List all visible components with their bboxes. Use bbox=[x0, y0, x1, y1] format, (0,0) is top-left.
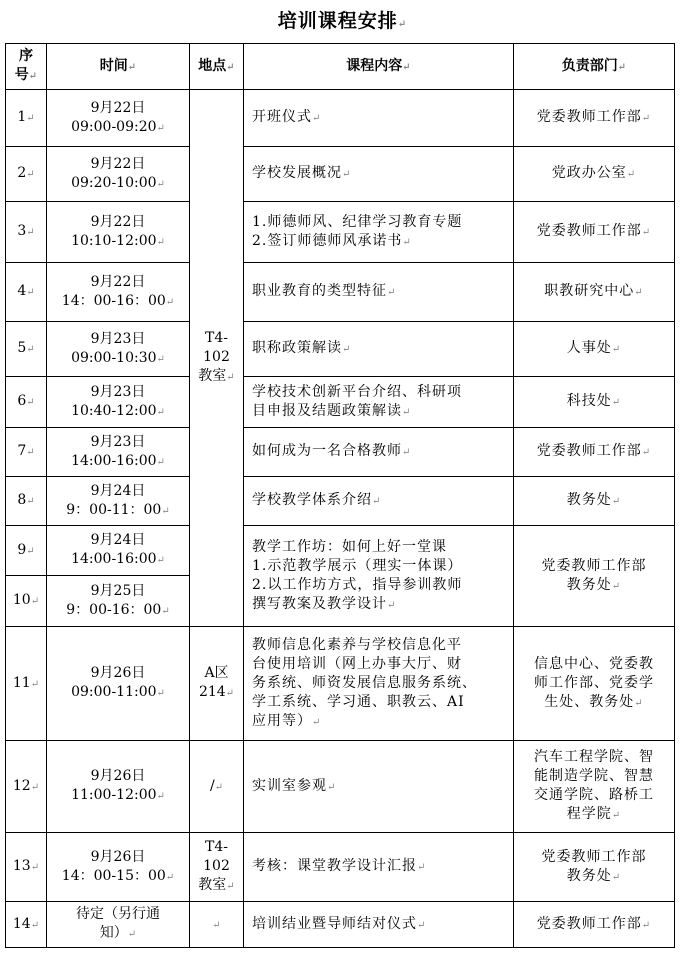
dept-cell bbox=[514, 202, 675, 263]
paragraph-mark-icon: ↵ bbox=[156, 791, 165, 802]
content-cell bbox=[244, 322, 514, 377]
place-cell bbox=[190, 90, 244, 627]
content-cell bbox=[244, 477, 514, 526]
paragraph-mark-icon: ↵ bbox=[402, 447, 412, 458]
paragraph-mark-icon: ↵ bbox=[26, 447, 35, 458]
paragraph-mark-icon: ↵ bbox=[417, 862, 427, 873]
header-seq-line: 序 bbox=[19, 48, 33, 64]
paragraph-mark-icon: ↵ bbox=[611, 810, 622, 821]
content-cell-line: 教学工作坊：如何上好一堂课 bbox=[252, 538, 447, 555]
time-cell-line: 9月24日 bbox=[90, 482, 146, 499]
header-time-line: 时间↵ bbox=[99, 57, 137, 74]
paragraph-mark-icon: ↵ bbox=[26, 344, 35, 355]
time-cell-line: 14：00-15：00↵ bbox=[61, 867, 175, 884]
table-row bbox=[6, 428, 675, 477]
table-row bbox=[6, 627, 675, 741]
dept-cell-line: 生处、教务处↵ bbox=[544, 693, 644, 710]
table-row bbox=[6, 90, 675, 147]
table-row bbox=[6, 477, 675, 526]
place-cell-line: 214↵ bbox=[198, 684, 235, 700]
table-row bbox=[6, 202, 675, 263]
paragraph-mark-icon: ↵ bbox=[30, 781, 40, 793]
paragraph-mark-icon: ↵ bbox=[156, 178, 165, 190]
time-cell-line: 09:00-10:30↵ bbox=[71, 349, 165, 366]
content-cell-line: 台使用培训（网上办事大厅、财 bbox=[252, 655, 462, 672]
seq-cell bbox=[6, 263, 47, 322]
paragraph-mark-icon: ↵ bbox=[26, 496, 35, 507]
table-row bbox=[6, 833, 675, 902]
content-cell bbox=[244, 902, 514, 948]
time-cell bbox=[47, 627, 190, 741]
content-cell-line: 务系统、师资发展信息服务系统、 bbox=[252, 674, 477, 691]
place-cell-line: T4- bbox=[205, 330, 228, 346]
dept-cell-line: 党政办公室↵ bbox=[551, 165, 637, 181]
seq-cell bbox=[6, 377, 47, 428]
seq-cell-line: 9↵ bbox=[17, 541, 35, 558]
paragraph-mark-icon: ↵ bbox=[387, 599, 397, 611]
content-cell bbox=[244, 428, 514, 477]
seq-cell bbox=[6, 477, 47, 526]
paragraph-mark-icon: ↵ bbox=[611, 344, 622, 355]
dept-cell bbox=[514, 428, 675, 477]
seq-cell-line: 2↵ bbox=[17, 165, 35, 181]
paragraph-mark-icon: ↵ bbox=[156, 353, 165, 365]
content-cell-line: 培训结业暨导师结对仪式↵ bbox=[252, 915, 427, 932]
content-cell-line: 学校教学体系介绍↵ bbox=[252, 492, 382, 508]
content-cell-line: 如何成为一名合格教师↵ bbox=[252, 443, 412, 459]
seq-cell-line: 5↵ bbox=[17, 340, 35, 356]
table-row bbox=[6, 902, 675, 948]
time-cell-line: 9月24日 bbox=[90, 532, 146, 548]
seq-cell-line: 3↵ bbox=[17, 223, 35, 239]
content-cell-line: 目申报及结题政策解读↵ bbox=[252, 402, 412, 419]
content-cell bbox=[244, 147, 514, 202]
seq-cell-line: 7↵ bbox=[17, 443, 35, 459]
paragraph-mark-icon: ↵ bbox=[226, 372, 235, 383]
place-cell-line: /↵ bbox=[209, 777, 224, 794]
dept-cell-line: 信息中心、党委教 bbox=[534, 655, 654, 672]
time-cell-line: 09:00-09:20↵ bbox=[71, 118, 165, 135]
paragraph-mark-icon: ↵ bbox=[26, 397, 35, 408]
time-cell bbox=[47, 147, 190, 202]
paragraph-mark-icon: ↵ bbox=[634, 287, 644, 298]
dept-cell-line: 党委教师工作部 bbox=[541, 557, 647, 574]
time-cell-line: 10:10-12:00↵ bbox=[71, 232, 165, 249]
seq-cell bbox=[6, 147, 47, 202]
dept-cell bbox=[514, 477, 675, 526]
dept-cell-line: 教务处↵ bbox=[566, 492, 622, 508]
header-time bbox=[47, 44, 190, 90]
content-cell-line: 学校发展概况↵ bbox=[252, 165, 352, 181]
paragraph-mark-icon: ↵ bbox=[156, 456, 165, 468]
paragraph-mark-icon: ↵ bbox=[226, 881, 235, 892]
paragraph-mark-icon: ↵ bbox=[626, 169, 637, 180]
dept-cell-line: 汽车工程学院、智 bbox=[534, 749, 654, 765]
table-row bbox=[6, 147, 675, 202]
paragraph-mark-icon: ↵ bbox=[342, 169, 352, 180]
time-cell-line: 9：00-11：00↵ bbox=[66, 501, 170, 518]
seq-cell-line: 13↵ bbox=[12, 858, 40, 874]
dept-cell-line: 师工作部、党委学 bbox=[534, 674, 654, 691]
content-cell-line: 职称政策解读↵ bbox=[252, 340, 352, 356]
paragraph-mark-icon: ↵ bbox=[611, 871, 622, 883]
paragraph-mark-icon: ↵ bbox=[26, 545, 35, 557]
time-cell-line: 09:20-10:00↵ bbox=[71, 174, 165, 191]
content-cell-line: 教师信息化素养与学校信息化平 bbox=[252, 636, 462, 653]
time-cell-line: 待定（另行通 bbox=[76, 906, 160, 922]
seq-cell-line: 10↵ bbox=[12, 592, 40, 608]
time-cell-line: 09:00-11:00↵ bbox=[71, 684, 165, 700]
dept-cell-line: 能制造学院、智慧 bbox=[534, 768, 654, 784]
time-cell-line: 9月23日 bbox=[90, 383, 146, 400]
paragraph-mark-icon: ↵ bbox=[165, 296, 175, 308]
content-cell-line: 学校技术创新平台介绍、科研项 bbox=[252, 383, 462, 400]
paragraph-mark-icon: ↵ bbox=[402, 61, 411, 73]
time-cell bbox=[47, 202, 190, 263]
content-cell-line: 1.示范教学展示（理实一体课） bbox=[252, 557, 463, 574]
time-cell-line: 9月23日 bbox=[90, 433, 146, 450]
dept-cell bbox=[514, 526, 675, 627]
dept-cell bbox=[514, 377, 675, 428]
paragraph-mark-icon: ↵ bbox=[641, 447, 652, 458]
paragraph-mark-icon: ↵ bbox=[402, 236, 412, 248]
seq-cell bbox=[6, 526, 47, 576]
paragraph-mark-icon: ↵ bbox=[156, 406, 165, 418]
paragraph-mark-icon: ↵ bbox=[30, 596, 40, 607]
paragraph-mark-icon: ↵ bbox=[372, 496, 382, 507]
time-cell-line: 9：00-16：00↵ bbox=[66, 601, 170, 618]
schedule-table bbox=[5, 43, 675, 948]
paragraph-mark-icon: ↵ bbox=[30, 919, 40, 931]
content-cell-line: 职业教育的类型特征↵ bbox=[252, 283, 397, 299]
place-cell-line: 教室↵ bbox=[198, 368, 235, 384]
paragraph-mark-icon: ↵ bbox=[156, 688, 165, 699]
place-cell-line: 102 bbox=[203, 349, 230, 365]
time-cell bbox=[47, 576, 190, 627]
time-cell bbox=[47, 377, 190, 428]
header-place bbox=[190, 44, 244, 90]
paragraph-mark-icon: ↵ bbox=[641, 113, 652, 124]
content-cell-line: 1.师德师风、纪律学习教育专题 bbox=[252, 213, 463, 230]
paragraph-mark-icon: ↵ bbox=[617, 61, 627, 73]
dept-cell bbox=[514, 90, 675, 147]
time-cell-line: 14:00-16:00↵ bbox=[71, 452, 165, 469]
time-cell-line: 9月22日 bbox=[90, 213, 146, 230]
paragraph-mark-icon: ↵ bbox=[327, 781, 337, 793]
paragraph-mark-icon: ↵ bbox=[161, 605, 170, 617]
table-row bbox=[6, 263, 675, 322]
dept-cell bbox=[514, 263, 675, 322]
content-cell bbox=[244, 90, 514, 147]
seq-cell-line: 4↵ bbox=[17, 283, 35, 299]
seq-cell bbox=[6, 741, 47, 833]
paragraph-mark-icon: ↵ bbox=[161, 505, 170, 517]
paragraph-mark-icon: ↵ bbox=[226, 61, 235, 73]
content-cell-line: 2.签订师德师风承诺书↵ bbox=[252, 232, 412, 249]
seq-cell-line: 14↵ bbox=[12, 915, 40, 932]
time-cell-line: 9月22日 bbox=[90, 273, 146, 290]
paragraph-mark-icon: ↵ bbox=[30, 678, 40, 690]
time-cell-line: 9月23日 bbox=[90, 330, 146, 347]
time-cell bbox=[47, 741, 190, 833]
time-cell bbox=[47, 322, 190, 377]
header-dept-line: 负责部门↵ bbox=[561, 57, 627, 74]
paragraph-mark-icon: ↵ bbox=[312, 113, 322, 124]
seq-cell bbox=[6, 202, 47, 263]
time-cell bbox=[47, 526, 190, 576]
time-cell-line: 9月22日 bbox=[90, 155, 146, 172]
seq-cell-line: 6↵ bbox=[17, 393, 35, 409]
seq-cell-line: 12↵ bbox=[12, 777, 40, 794]
paragraph-mark-icon: ↵ bbox=[26, 169, 35, 180]
content-cell bbox=[244, 526, 514, 627]
time-cell bbox=[47, 833, 190, 902]
paragraph-mark-icon: ↵ bbox=[611, 496, 622, 507]
dept-cell bbox=[514, 322, 675, 377]
header-row bbox=[6, 44, 675, 90]
place-cell bbox=[190, 902, 244, 948]
time-cell-line: 9月26日 bbox=[90, 665, 146, 681]
paragraph-mark-icon: ↵ bbox=[641, 227, 652, 238]
dept-cell-line: 党委教师工作部↵ bbox=[536, 915, 652, 932]
paragraph-mark-icon: ↵ bbox=[165, 871, 175, 883]
content-cell-line: 实训室参观↵ bbox=[252, 777, 337, 794]
paragraph-mark-icon: ↵ bbox=[611, 397, 622, 408]
content-cell-line: 开班仪式↵ bbox=[252, 109, 322, 125]
content-cell-line: 应用等）↵ bbox=[252, 712, 322, 729]
content-cell bbox=[244, 263, 514, 322]
paragraph-mark-icon: ↵ bbox=[127, 929, 137, 940]
table-row bbox=[6, 526, 675, 576]
time-cell-line: 11:00-12:00↵ bbox=[71, 787, 165, 803]
paragraph-mark-icon: ↵ bbox=[342, 344, 352, 355]
place-cell bbox=[190, 833, 244, 902]
seq-cell bbox=[6, 322, 47, 377]
time-cell-line: 14：00-16：00↵ bbox=[61, 292, 175, 309]
paragraph-mark-icon: ↵ bbox=[312, 716, 322, 728]
paragraph-mark-icon: ↵ bbox=[30, 862, 40, 873]
header-content bbox=[244, 44, 514, 90]
dept-cell-line: 教务处↵ bbox=[566, 867, 622, 884]
time-cell bbox=[47, 428, 190, 477]
content-cell-line: 2.以工作坊方式，指导参训教师 bbox=[252, 576, 463, 593]
place-cell-line: A区 bbox=[204, 665, 229, 681]
seq-cell bbox=[6, 576, 47, 627]
dept-cell bbox=[514, 833, 675, 902]
time-cell bbox=[47, 90, 190, 147]
header-seq bbox=[6, 44, 47, 90]
content-cell bbox=[244, 833, 514, 902]
content-cell-line: 学工系统、学习通、职教云、AI bbox=[252, 693, 465, 710]
time-cell bbox=[47, 477, 190, 526]
seq-cell bbox=[6, 833, 47, 902]
dept-cell-line: 党委教师工作部↵ bbox=[536, 109, 652, 125]
place-cell-line: 102 bbox=[203, 858, 230, 874]
dept-cell bbox=[514, 627, 675, 741]
paragraph-mark-icon: ↵ bbox=[156, 236, 165, 248]
time-cell-line: 10:40-12:00↵ bbox=[71, 402, 165, 419]
place-cell-line: 教室↵ bbox=[198, 877, 235, 893]
paragraph-mark-icon: ↵ bbox=[26, 113, 35, 124]
dept-cell bbox=[514, 147, 675, 202]
paragraph-mark-icon: ↵ bbox=[127, 61, 137, 73]
paragraph-mark-icon: ↵ bbox=[225, 688, 235, 699]
content-cell bbox=[244, 741, 514, 833]
table-row bbox=[6, 741, 675, 833]
seq-cell-line: 1↵ bbox=[17, 109, 35, 125]
dept-cell bbox=[514, 902, 675, 948]
header-dept bbox=[514, 44, 675, 90]
dept-cell-line: 交通学院、路桥工 bbox=[534, 787, 654, 803]
dept-cell-line: 职教研究中心↵ bbox=[544, 283, 644, 299]
header-place-line: 地点↵ bbox=[198, 57, 235, 74]
table-row bbox=[6, 377, 675, 428]
paragraph-mark-icon: ↵ bbox=[28, 71, 38, 82]
place-cell-line: T4- bbox=[205, 839, 228, 855]
page-title: 培训课程安排↵ bbox=[277, 10, 408, 32]
dept-cell-line: 党委教师工作部↵ bbox=[536, 223, 652, 239]
place-cell bbox=[190, 627, 244, 741]
paragraph-mark-icon: ↵ bbox=[26, 227, 35, 238]
content-cell bbox=[244, 377, 514, 428]
paragraph-mark-icon: ↵ bbox=[402, 406, 412, 418]
paragraph-mark-icon: ↵ bbox=[156, 555, 165, 566]
paragraph-mark-icon: ↵ bbox=[641, 919, 652, 931]
paragraph-mark-icon: ↵ bbox=[417, 919, 427, 931]
paragraph-mark-icon: ↵ bbox=[634, 697, 644, 709]
dept-cell-line: 教务处↵ bbox=[566, 576, 622, 593]
paragraph-mark-icon: ↵ bbox=[156, 122, 165, 134]
time-cell-line: 9月25日 bbox=[90, 582, 146, 599]
seq-cell bbox=[6, 428, 47, 477]
dept-cell-line: 人事处↵ bbox=[566, 340, 622, 356]
seq-cell bbox=[6, 902, 47, 948]
paragraph-mark-icon: ↵ bbox=[611, 580, 622, 592]
content-cell-line: 考核：课堂教学设计汇报↵ bbox=[252, 858, 427, 874]
place-cell bbox=[190, 741, 244, 833]
header-seq-line: 号↵ bbox=[14, 67, 38, 83]
time-cell-line: 9月26日 bbox=[90, 768, 146, 784]
dept-cell bbox=[514, 741, 675, 833]
content-cell-line: 撰写教案及教学设计↵ bbox=[252, 595, 397, 612]
time-cell-line: 知）↵ bbox=[99, 925, 137, 941]
paragraph-mark-icon: ↵ bbox=[26, 287, 35, 298]
paragraph-mark-icon: ↵ bbox=[387, 287, 397, 298]
seq-cell bbox=[6, 90, 47, 147]
time-cell bbox=[47, 902, 190, 948]
header-content-line: 课程内容↵ bbox=[346, 57, 411, 74]
time-cell-line: 9月26日 bbox=[90, 848, 146, 865]
paragraph-mark-icon: ↵ bbox=[214, 781, 224, 793]
time-cell-line: 9月22日 bbox=[90, 99, 146, 116]
dept-cell-line: 科技处↵ bbox=[566, 393, 622, 409]
time-cell bbox=[47, 263, 190, 322]
table-row bbox=[6, 322, 675, 377]
seq-cell bbox=[6, 627, 47, 741]
content-cell bbox=[244, 627, 514, 741]
dept-cell-line: 党委教师工作部 bbox=[541, 848, 647, 865]
dept-cell-line: 党委教师工作部↵ bbox=[536, 443, 652, 459]
dept-cell-line: 程学院↵ bbox=[566, 806, 622, 822]
paragraph-mark-icon: ↵ bbox=[212, 919, 221, 931]
seq-cell-line: 11↵ bbox=[12, 674, 40, 691]
time-cell-line: 14:00-16:00↵ bbox=[71, 551, 165, 567]
content-cell bbox=[244, 202, 514, 263]
seq-cell-line: 8↵ bbox=[17, 492, 35, 508]
